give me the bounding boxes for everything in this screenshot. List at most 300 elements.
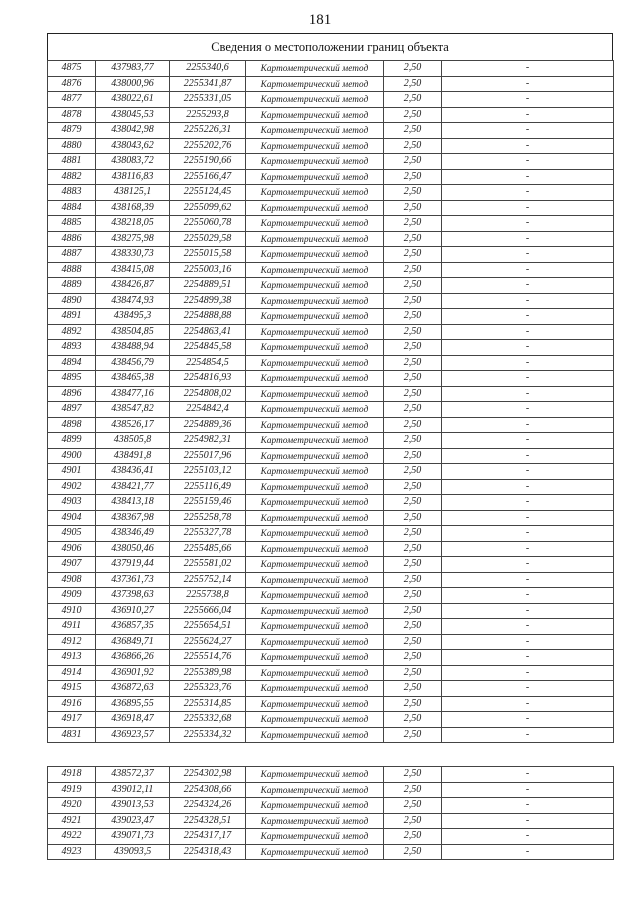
table-row xyxy=(48,340,614,356)
table-row xyxy=(48,433,614,449)
point-number-cell: 4896 xyxy=(48,386,96,402)
method-cell: Картометрический метод xyxy=(246,727,384,743)
y-coordinate-cell: 2254808,02 xyxy=(170,386,246,402)
point-number-cell: 4922 xyxy=(48,829,96,845)
description-cell: - xyxy=(442,247,614,263)
y-coordinate-cell: 2255624,27 xyxy=(170,634,246,650)
x-coordinate-cell: 439071,73 xyxy=(96,829,170,845)
table-row xyxy=(48,634,614,650)
table-row xyxy=(48,650,614,666)
accuracy-cell: 2,50 xyxy=(384,138,442,154)
description-cell: - xyxy=(442,185,614,201)
description-cell: - xyxy=(442,464,614,480)
point-number-cell: 4906 xyxy=(48,541,96,557)
table-row xyxy=(48,448,614,464)
x-coordinate-cell: 438042,98 xyxy=(96,123,170,139)
x-coordinate-cell: 438346,49 xyxy=(96,526,170,542)
method-cell: Картометрический метод xyxy=(246,200,384,216)
method-cell: Картометрический метод xyxy=(246,798,384,814)
accuracy-cell: 2,50 xyxy=(384,572,442,588)
point-number-cell: 4915 xyxy=(48,681,96,697)
method-cell: Картометрический метод xyxy=(246,634,384,650)
x-coordinate-cell: 436895,55 xyxy=(96,696,170,712)
y-coordinate-cell: 2254816,93 xyxy=(170,371,246,387)
x-coordinate-cell: 438050,46 xyxy=(96,541,170,557)
description-cell: - xyxy=(442,495,614,511)
x-coordinate-cell: 438547,82 xyxy=(96,402,170,418)
description-cell: - xyxy=(442,541,614,557)
method-cell: Картометрический метод xyxy=(246,278,384,294)
x-coordinate-cell: 438505,8 xyxy=(96,433,170,449)
point-number-cell: 4884 xyxy=(48,200,96,216)
y-coordinate-cell: 2255166,47 xyxy=(170,169,246,185)
x-coordinate-cell: 436872,63 xyxy=(96,681,170,697)
accuracy-cell: 2,50 xyxy=(384,782,442,798)
method-cell: Картометрический метод xyxy=(246,650,384,666)
table-row xyxy=(48,526,614,542)
description-cell: - xyxy=(442,526,614,542)
table-row xyxy=(48,154,614,170)
method-cell: Картометрический метод xyxy=(246,324,384,340)
description-cell: - xyxy=(442,123,614,139)
y-coordinate-cell: 2255485,66 xyxy=(170,541,246,557)
x-coordinate-cell: 438477,16 xyxy=(96,386,170,402)
description-cell: - xyxy=(442,696,614,712)
y-coordinate-cell: 2255666,04 xyxy=(170,603,246,619)
accuracy-cell: 2,50 xyxy=(384,479,442,495)
point-number-cell: 4890 xyxy=(48,293,96,309)
table-row xyxy=(48,588,614,604)
y-coordinate-cell: 2254842,4 xyxy=(170,402,246,418)
x-coordinate-cell: 438465,38 xyxy=(96,371,170,387)
point-number-cell: 4831 xyxy=(48,727,96,743)
table-row xyxy=(48,309,614,325)
table-row xyxy=(48,844,614,860)
accuracy-cell: 2,50 xyxy=(384,309,442,325)
x-coordinate-cell: 438415,08 xyxy=(96,262,170,278)
y-coordinate-cell: 2255159,46 xyxy=(170,495,246,511)
description-cell: - xyxy=(442,309,614,325)
y-coordinate-cell: 2255340,6 xyxy=(170,61,246,77)
description-cell: - xyxy=(442,340,614,356)
method-cell: Картометрический метод xyxy=(246,185,384,201)
method-cell: Картометрический метод xyxy=(246,247,384,263)
point-number-cell: 4897 xyxy=(48,402,96,418)
accuracy-cell: 2,50 xyxy=(384,154,442,170)
description-cell: - xyxy=(442,92,614,108)
y-coordinate-cell: 2255327,78 xyxy=(170,526,246,542)
x-coordinate-cell: 438474,93 xyxy=(96,293,170,309)
accuracy-cell: 2,50 xyxy=(384,681,442,697)
point-number-cell: 4888 xyxy=(48,262,96,278)
y-coordinate-cell: 2255116,49 xyxy=(170,479,246,495)
x-coordinate-cell: 436849,71 xyxy=(96,634,170,650)
x-coordinate-cell: 438504,85 xyxy=(96,324,170,340)
point-number-cell: 4912 xyxy=(48,634,96,650)
point-number-cell: 4905 xyxy=(48,526,96,542)
description-cell: - xyxy=(442,386,614,402)
description-cell: - xyxy=(442,712,614,728)
y-coordinate-cell: 2255341,87 xyxy=(170,76,246,92)
y-coordinate-cell: 2254888,88 xyxy=(170,309,246,325)
description-cell: - xyxy=(442,293,614,309)
method-cell: Картометрический метод xyxy=(246,448,384,464)
accuracy-cell: 2,50 xyxy=(384,169,442,185)
y-coordinate-cell: 2255017,96 xyxy=(170,448,246,464)
method-cell: Картометрический метод xyxy=(246,123,384,139)
description-cell: - xyxy=(442,829,614,845)
description-cell: - xyxy=(442,844,614,860)
method-cell: Картометрический метод xyxy=(246,557,384,573)
table-row xyxy=(48,495,614,511)
method-cell: Картометрический метод xyxy=(246,340,384,356)
accuracy-cell: 2,50 xyxy=(384,123,442,139)
accuracy-cell: 2,50 xyxy=(384,665,442,681)
y-coordinate-cell: 2254889,51 xyxy=(170,278,246,294)
accuracy-cell: 2,50 xyxy=(384,557,442,573)
y-coordinate-cell: 2255332,68 xyxy=(170,712,246,728)
accuracy-cell: 2,50 xyxy=(384,829,442,845)
x-coordinate-cell: 436918,47 xyxy=(96,712,170,728)
x-coordinate-cell: 438488,94 xyxy=(96,340,170,356)
y-coordinate-cell: 2255738,8 xyxy=(170,588,246,604)
point-number-cell: 4875 xyxy=(48,61,96,77)
x-coordinate-cell: 438421,77 xyxy=(96,479,170,495)
description-cell: - xyxy=(442,231,614,247)
y-coordinate-cell: 2254899,38 xyxy=(170,293,246,309)
description-cell: - xyxy=(442,619,614,635)
table-row xyxy=(48,541,614,557)
table-row xyxy=(48,402,614,418)
x-coordinate-cell: 438413,18 xyxy=(96,495,170,511)
method-cell: Картометрический метод xyxy=(246,464,384,480)
accuracy-cell: 2,50 xyxy=(384,727,442,743)
accuracy-cell: 2,50 xyxy=(384,324,442,340)
method-cell: Картометрический метод xyxy=(246,588,384,604)
accuracy-cell: 2,50 xyxy=(384,526,442,542)
method-cell: Картометрический метод xyxy=(246,495,384,511)
point-number-cell: 4913 xyxy=(48,650,96,666)
y-coordinate-cell: 2255099,62 xyxy=(170,200,246,216)
method-cell: Картометрический метод xyxy=(246,61,384,77)
table-row xyxy=(48,619,614,635)
table-row xyxy=(48,247,614,263)
table-row xyxy=(48,727,614,743)
method-cell: Картометрический метод xyxy=(246,417,384,433)
method-cell: Картометрический метод xyxy=(246,813,384,829)
table-row xyxy=(48,386,614,402)
y-coordinate-cell: 2255258,78 xyxy=(170,510,246,526)
description-cell: - xyxy=(442,433,614,449)
description-cell: - xyxy=(442,557,614,573)
y-coordinate-cell: 2254854,5 xyxy=(170,355,246,371)
table-row xyxy=(48,829,614,845)
y-coordinate-cell: 2254328,51 xyxy=(170,813,246,829)
description-cell: - xyxy=(442,603,614,619)
method-cell: Картометрический метод xyxy=(246,696,384,712)
x-coordinate-cell: 438426,87 xyxy=(96,278,170,294)
accuracy-cell: 2,50 xyxy=(384,541,442,557)
description-cell: - xyxy=(442,278,614,294)
x-coordinate-cell: 438495,3 xyxy=(96,309,170,325)
y-coordinate-cell: 2255124,45 xyxy=(170,185,246,201)
table-row xyxy=(48,696,614,712)
accuracy-cell: 2,50 xyxy=(384,402,442,418)
method-cell: Картометрический метод xyxy=(246,386,384,402)
x-coordinate-cell: 438456,79 xyxy=(96,355,170,371)
point-number-cell: 4921 xyxy=(48,813,96,829)
x-coordinate-cell: 438330,73 xyxy=(96,247,170,263)
description-cell: - xyxy=(442,572,614,588)
method-cell: Картометрический метод xyxy=(246,231,384,247)
table-row xyxy=(48,293,614,309)
point-number-cell: 4895 xyxy=(48,371,96,387)
x-coordinate-cell: 438000,96 xyxy=(96,76,170,92)
y-coordinate-cell: 2255226,31 xyxy=(170,123,246,139)
accuracy-cell: 2,50 xyxy=(384,417,442,433)
point-number-cell: 4909 xyxy=(48,588,96,604)
point-number-cell: 4876 xyxy=(48,76,96,92)
table-row xyxy=(48,185,614,201)
y-coordinate-cell: 2254318,43 xyxy=(170,844,246,860)
table-row xyxy=(48,572,614,588)
x-coordinate-cell: 438572,37 xyxy=(96,767,170,783)
description-cell: - xyxy=(442,154,614,170)
point-number-cell: 4893 xyxy=(48,340,96,356)
x-coordinate-cell: 437361,73 xyxy=(96,572,170,588)
point-number-cell: 4914 xyxy=(48,665,96,681)
x-coordinate-cell: 438491,8 xyxy=(96,448,170,464)
description-cell: - xyxy=(442,169,614,185)
x-coordinate-cell: 437919,44 xyxy=(96,557,170,573)
y-coordinate-cell: 2255060,78 xyxy=(170,216,246,232)
table-row xyxy=(48,107,614,123)
x-coordinate-cell: 439012,11 xyxy=(96,782,170,798)
y-coordinate-cell: 2255654,51 xyxy=(170,619,246,635)
accuracy-cell: 2,50 xyxy=(384,231,442,247)
point-number-cell: 4885 xyxy=(48,216,96,232)
x-coordinate-cell: 438045,53 xyxy=(96,107,170,123)
description-cell: - xyxy=(442,510,614,526)
table-row xyxy=(48,417,614,433)
description-cell: - xyxy=(442,262,614,278)
method-cell: Картометрический метод xyxy=(246,107,384,123)
y-coordinate-cell: 2254308,66 xyxy=(170,782,246,798)
description-cell: - xyxy=(442,417,614,433)
description-cell: - xyxy=(442,782,614,798)
method-cell: Картометрический метод xyxy=(246,76,384,92)
method-cell: Картометрический метод xyxy=(246,479,384,495)
description-cell: - xyxy=(442,448,614,464)
y-coordinate-cell: 2255003,16 xyxy=(170,262,246,278)
y-coordinate-cell: 2254324,26 xyxy=(170,798,246,814)
table-row xyxy=(48,92,614,108)
accuracy-cell: 2,50 xyxy=(384,495,442,511)
method-cell: Картометрический метод xyxy=(246,619,384,635)
method-cell: Картометрический метод xyxy=(246,355,384,371)
description-cell: - xyxy=(442,355,614,371)
point-number-cell: 4877 xyxy=(48,92,96,108)
x-coordinate-cell: 439023,47 xyxy=(96,813,170,829)
table-row xyxy=(48,712,614,728)
coordinates-table xyxy=(47,60,614,743)
method-cell: Картометрический метод xyxy=(246,829,384,845)
accuracy-cell: 2,50 xyxy=(384,798,442,814)
point-number-cell: 4907 xyxy=(48,557,96,573)
y-coordinate-cell: 2254889,36 xyxy=(170,417,246,433)
y-coordinate-cell: 2255190,66 xyxy=(170,154,246,170)
x-coordinate-cell: 438083,72 xyxy=(96,154,170,170)
x-coordinate-cell: 438367,98 xyxy=(96,510,170,526)
accuracy-cell: 2,50 xyxy=(384,634,442,650)
y-coordinate-cell: 2255314,85 xyxy=(170,696,246,712)
method-cell: Картометрический метод xyxy=(246,216,384,232)
point-number-cell: 4919 xyxy=(48,782,96,798)
method-cell: Картометрический метод xyxy=(246,92,384,108)
point-number-cell: 4903 xyxy=(48,495,96,511)
point-number-cell: 4918 xyxy=(48,767,96,783)
x-coordinate-cell: 438526,17 xyxy=(96,417,170,433)
method-cell: Картометрический метод xyxy=(246,293,384,309)
point-number-cell: 4881 xyxy=(48,154,96,170)
accuracy-cell: 2,50 xyxy=(384,696,442,712)
description-cell: - xyxy=(442,665,614,681)
x-coordinate-cell: 438043,62 xyxy=(96,138,170,154)
description-cell: - xyxy=(442,727,614,743)
point-number-cell: 4899 xyxy=(48,433,96,449)
point-number-cell: 4878 xyxy=(48,107,96,123)
method-cell: Картометрический метод xyxy=(246,665,384,681)
point-number-cell: 4880 xyxy=(48,138,96,154)
y-coordinate-cell: 2254982,31 xyxy=(170,433,246,449)
accuracy-cell: 2,50 xyxy=(384,844,442,860)
point-number-cell: 4894 xyxy=(48,355,96,371)
x-coordinate-cell: 437398,63 xyxy=(96,588,170,604)
table-row xyxy=(48,278,614,294)
point-number-cell: 4923 xyxy=(48,844,96,860)
accuracy-cell: 2,50 xyxy=(384,712,442,728)
description-cell: - xyxy=(442,798,614,814)
accuracy-cell: 2,50 xyxy=(384,76,442,92)
accuracy-cell: 2,50 xyxy=(384,386,442,402)
method-cell: Картометрический метод xyxy=(246,262,384,278)
y-coordinate-cell: 2255334,32 xyxy=(170,727,246,743)
y-coordinate-cell: 2254863,41 xyxy=(170,324,246,340)
table-row xyxy=(48,355,614,371)
x-coordinate-cell: 438275,98 xyxy=(96,231,170,247)
point-number-cell: 4920 xyxy=(48,798,96,814)
x-coordinate-cell: 438168,39 xyxy=(96,200,170,216)
x-coordinate-cell: 439013,53 xyxy=(96,798,170,814)
point-number-cell: 4911 xyxy=(48,619,96,635)
table-row xyxy=(48,813,614,829)
y-coordinate-cell: 2255293,8 xyxy=(170,107,246,123)
accuracy-cell: 2,50 xyxy=(384,767,442,783)
method-cell: Картометрический метод xyxy=(246,844,384,860)
y-coordinate-cell: 2255752,14 xyxy=(170,572,246,588)
accuracy-cell: 2,50 xyxy=(384,813,442,829)
x-coordinate-cell: 438436,41 xyxy=(96,464,170,480)
x-coordinate-cell: 436910,27 xyxy=(96,603,170,619)
table-row xyxy=(48,123,614,139)
accuracy-cell: 2,50 xyxy=(384,650,442,666)
accuracy-cell: 2,50 xyxy=(384,200,442,216)
x-coordinate-cell: 436923,57 xyxy=(96,727,170,743)
point-number-cell: 4917 xyxy=(48,712,96,728)
point-number-cell: 4883 xyxy=(48,185,96,201)
point-number-cell: 4900 xyxy=(48,448,96,464)
table-row xyxy=(48,603,614,619)
x-coordinate-cell: 438218,05 xyxy=(96,216,170,232)
method-cell: Картометрический метод xyxy=(246,433,384,449)
table-row xyxy=(48,324,614,340)
accuracy-cell: 2,50 xyxy=(384,433,442,449)
table-row xyxy=(48,138,614,154)
description-cell: - xyxy=(442,650,614,666)
table-row xyxy=(48,767,614,783)
accuracy-cell: 2,50 xyxy=(384,588,442,604)
description-cell: - xyxy=(442,767,614,783)
method-cell: Картометрический метод xyxy=(246,371,384,387)
method-cell: Картометрический метод xyxy=(246,510,384,526)
table-row xyxy=(48,216,614,232)
coordinates-table-continued xyxy=(47,766,614,860)
method-cell: Картометрический метод xyxy=(246,782,384,798)
point-number-cell: 4916 xyxy=(48,696,96,712)
table-row xyxy=(48,798,614,814)
description-cell: - xyxy=(442,813,614,829)
point-number-cell: 4891 xyxy=(48,309,96,325)
table-row xyxy=(48,231,614,247)
x-coordinate-cell: 437983,77 xyxy=(96,61,170,77)
method-cell: Картометрический метод xyxy=(246,767,384,783)
point-number-cell: 4901 xyxy=(48,464,96,480)
method-cell: Картометрический метод xyxy=(246,169,384,185)
accuracy-cell: 2,50 xyxy=(384,619,442,635)
description-cell: - xyxy=(442,371,614,387)
table-row xyxy=(48,782,614,798)
accuracy-cell: 2,50 xyxy=(384,278,442,294)
table-row xyxy=(48,371,614,387)
accuracy-cell: 2,50 xyxy=(384,293,442,309)
description-cell: - xyxy=(442,588,614,604)
accuracy-cell: 2,50 xyxy=(384,603,442,619)
x-coordinate-cell: 438125,1 xyxy=(96,185,170,201)
method-cell: Картометрический метод xyxy=(246,681,384,697)
point-number-cell: 4908 xyxy=(48,572,96,588)
x-coordinate-cell: 439093,5 xyxy=(96,844,170,860)
point-number-cell: 4889 xyxy=(48,278,96,294)
y-coordinate-cell: 2255202,76 xyxy=(170,138,246,154)
point-number-cell: 4886 xyxy=(48,231,96,247)
method-cell: Картометрический метод xyxy=(246,402,384,418)
point-number-cell: 4887 xyxy=(48,247,96,263)
description-cell: - xyxy=(442,681,614,697)
description-cell: - xyxy=(442,216,614,232)
y-coordinate-cell: 2254845,58 xyxy=(170,340,246,356)
table-row xyxy=(48,76,614,92)
description-cell: - xyxy=(442,634,614,650)
description-cell: - xyxy=(442,107,614,123)
x-coordinate-cell: 438116,83 xyxy=(96,169,170,185)
method-cell: Картометрический метод xyxy=(246,526,384,542)
y-coordinate-cell: 2255029,58 xyxy=(170,231,246,247)
point-number-cell: 4892 xyxy=(48,324,96,340)
accuracy-cell: 2,50 xyxy=(384,464,442,480)
table-row xyxy=(48,681,614,697)
method-cell: Картометрический метод xyxy=(246,541,384,557)
method-cell: Картометрический метод xyxy=(246,154,384,170)
